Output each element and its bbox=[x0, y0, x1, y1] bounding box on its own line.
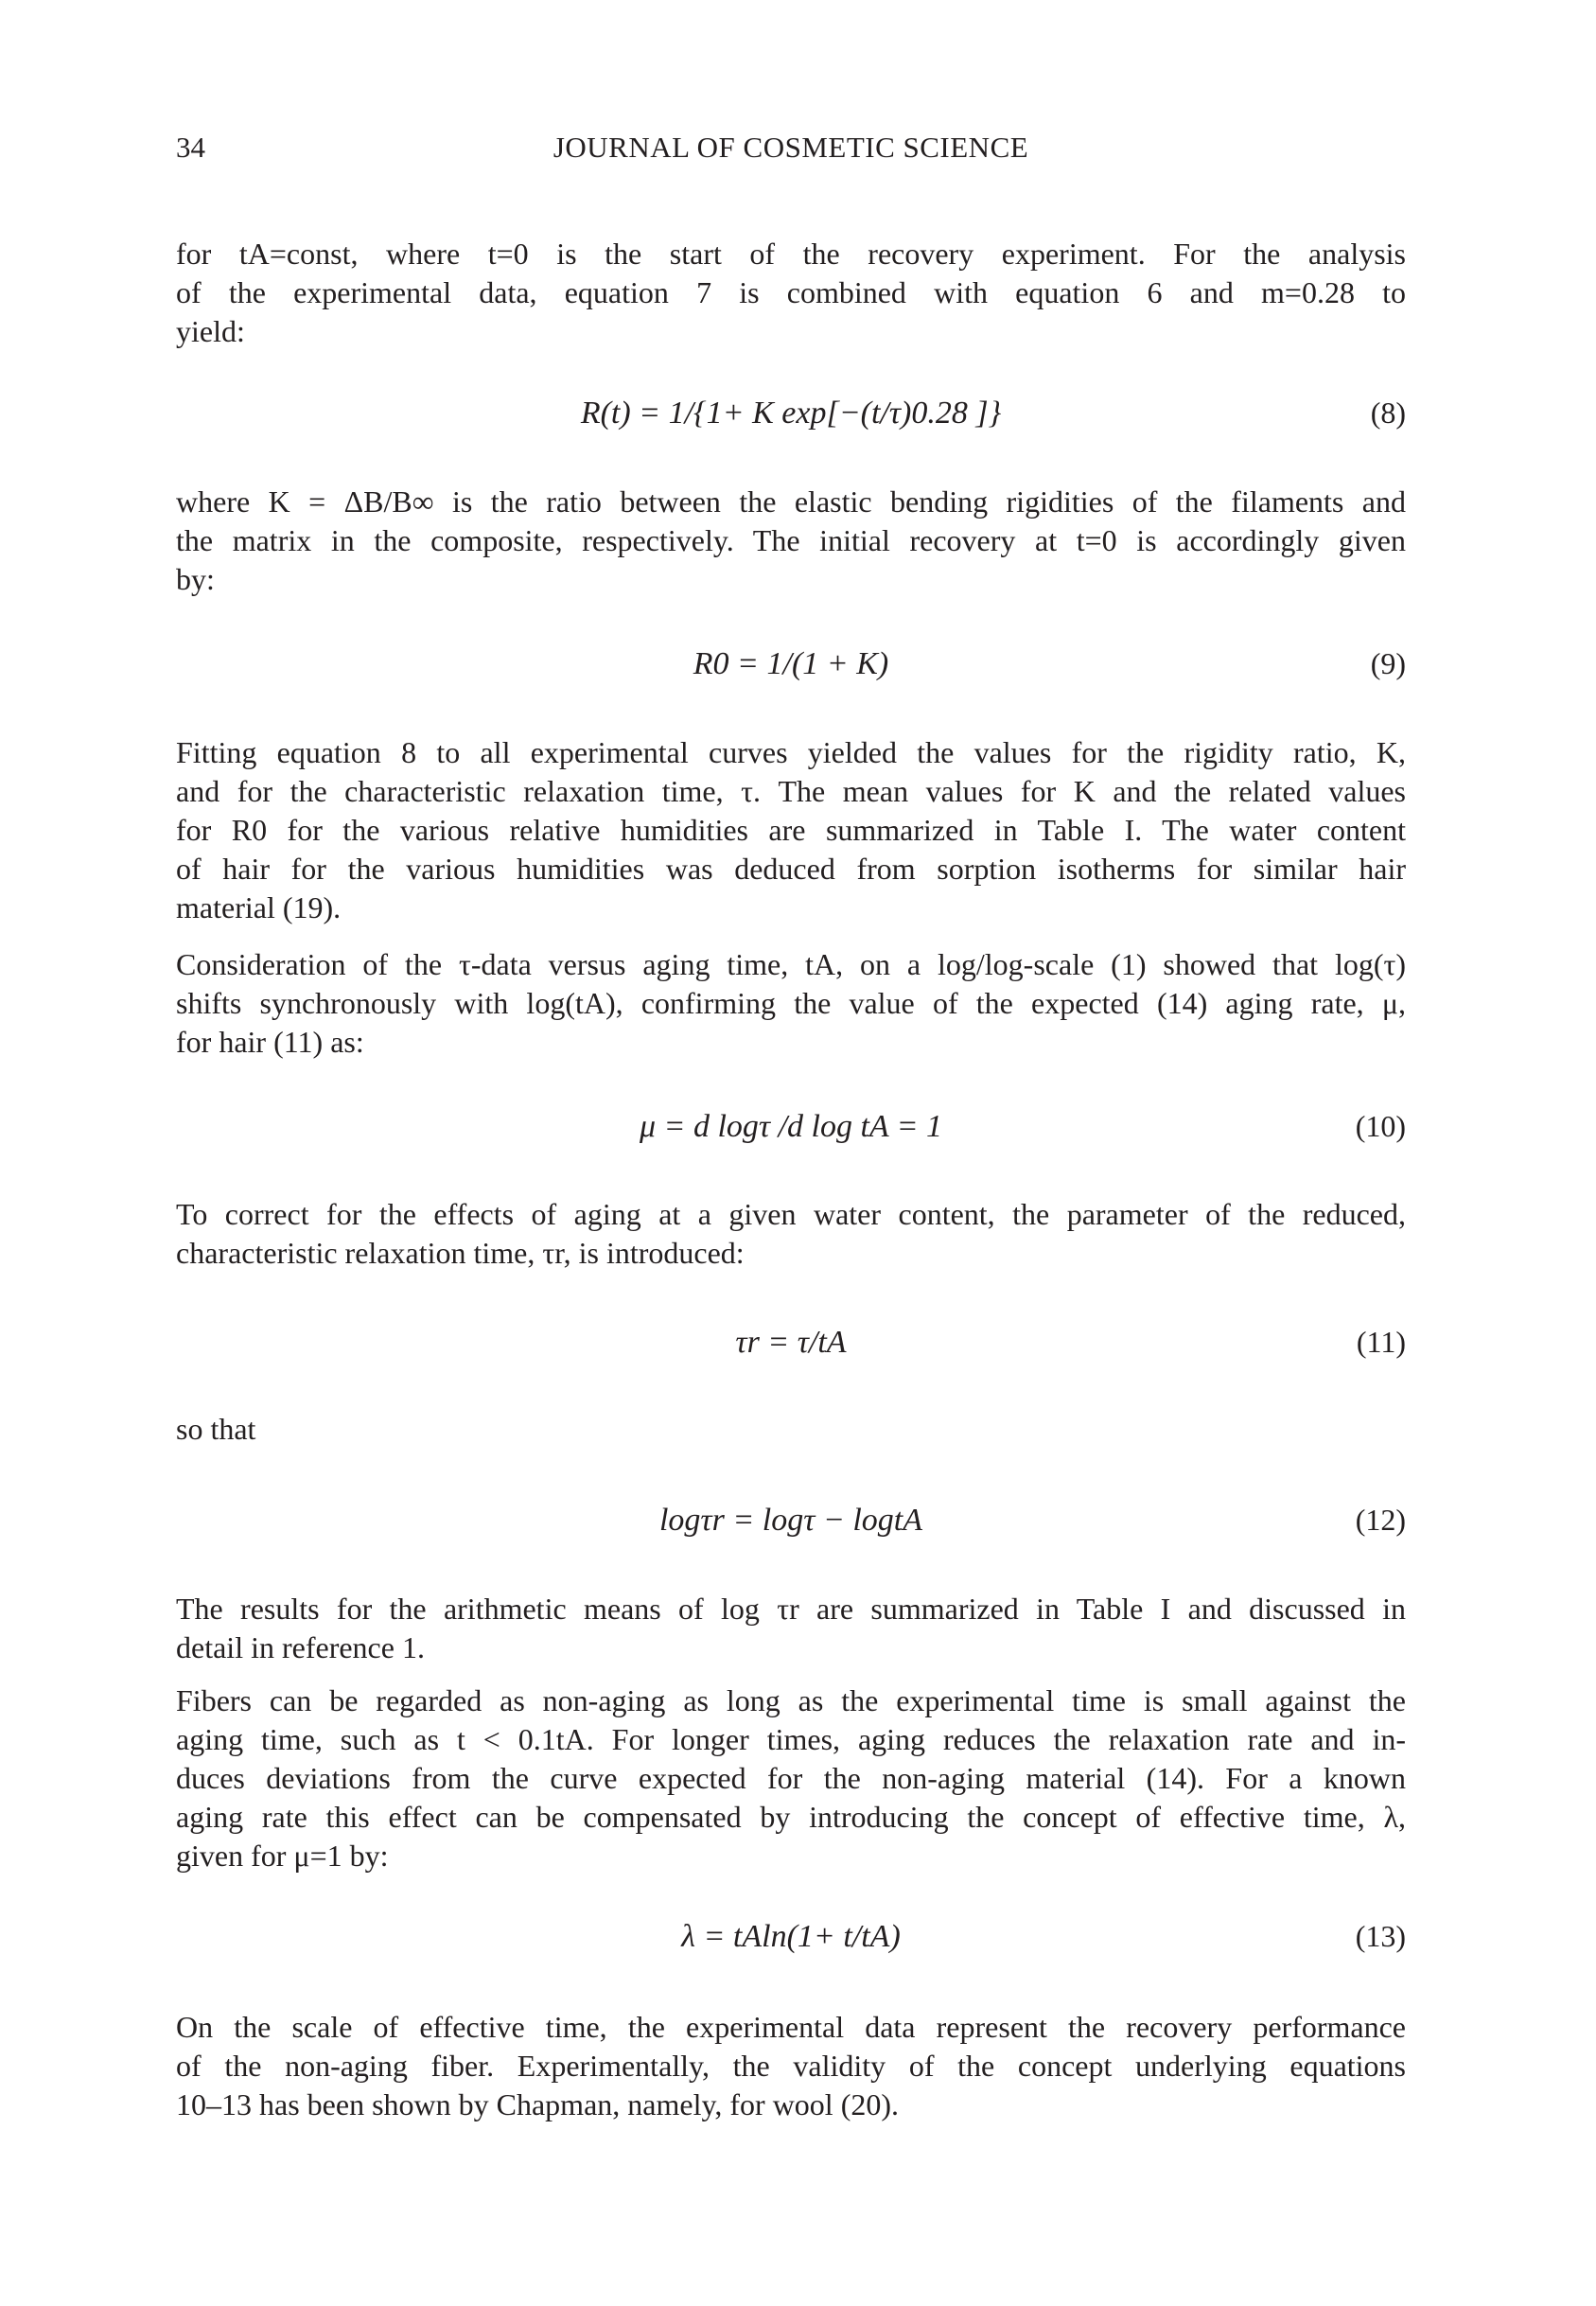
equation-10 bbox=[176, 1109, 1406, 1162]
paragraph-2 bbox=[176, 483, 1406, 599]
text-line: To correct for the effects of aging at a given water content, the parameter of the reduced, bbox=[176, 1197, 1406, 1231]
text-line: duces deviations from the curve expected for the non-aging material (14). For a known bbox=[176, 1761, 1406, 1795]
text-line: material (19). bbox=[176, 890, 342, 924]
page-number: 34 bbox=[176, 131, 205, 164]
equation-9 bbox=[176, 646, 1406, 699]
text-line: for hair (11) as: bbox=[176, 1025, 364, 1059]
equation-number: (10) bbox=[1355, 1109, 1406, 1143]
paragraph-8 bbox=[176, 1681, 1406, 1875]
equation-number: (8) bbox=[1370, 396, 1406, 430]
equation-12 bbox=[176, 1503, 1406, 1556]
equation-formula: R0 = 1/(1 + K) bbox=[693, 646, 889, 681]
paragraph-3 bbox=[176, 733, 1406, 927]
paragraph-5 bbox=[176, 1195, 1406, 1273]
text-line: the matrix in the composite, respectively. The initial recovery at t=0 is accordingly given bbox=[176, 523, 1406, 557]
text-line: of the non-aging fiber. Experimentally, the validity of the concept underlying equations bbox=[176, 2049, 1406, 2083]
text-line: for tA=const, where t=0 is the start of the recovery experiment. For the analysis bbox=[176, 237, 1406, 271]
text-line: and for the characteristic relaxation time, τ. The mean values for K and the related values bbox=[176, 774, 1406, 808]
text-line: aging time, such as t < 0.1tA. For longer times, aging reduces the relaxation rate and in- bbox=[176, 1722, 1406, 1756]
paragraph-1 bbox=[176, 235, 1406, 351]
equation-formula: λ = tAln(1+ t/tA) bbox=[681, 1919, 901, 1954]
journal-title: JOURNAL OF COSMETIC SCIENCE bbox=[552, 131, 1029, 164]
text-line: given for μ=1 by: bbox=[176, 1839, 389, 1873]
equation-formula: logτr = logτ − logtA bbox=[658, 1503, 922, 1538]
text-line: of the experimental data, equation 7 is combined with equation 6 and m=0.28 to bbox=[176, 275, 1406, 309]
text-line: The results for the arithmetic means of log τr are summarized in Table I and discussed in bbox=[176, 1592, 1406, 1626]
text-line: Fibers can be regarded as non-aging as long as the experimental time is small against the bbox=[176, 1683, 1406, 1717]
equation-13 bbox=[176, 1919, 1406, 1972]
equation-number: (12) bbox=[1355, 1503, 1406, 1537]
equation-8 bbox=[176, 396, 1406, 449]
equation-formula: R(t) = 1/{1+ K exp[−(t/τ)0.28 ]} bbox=[580, 396, 1002, 431]
paragraph-4 bbox=[176, 945, 1406, 1062]
text-line: 10–13 has been shown by Chapman, namely, for wool (20). bbox=[176, 2087, 899, 2121]
paragraph-6: so that bbox=[176, 1412, 256, 1446]
text-line: detail in reference 1. bbox=[176, 1630, 425, 1664]
equation-number: (9) bbox=[1370, 646, 1406, 680]
equation-number: (11) bbox=[1356, 1325, 1406, 1359]
text-line: for R0 for the various relative humidities are summarized in Table I. The water content bbox=[176, 813, 1406, 847]
text-line: On the scale of effective time, the experimental data represent the recovery performance bbox=[176, 2010, 1406, 2044]
text-line: by: bbox=[176, 562, 215, 596]
text-line: Consideration of the τ-data versus aging time, tA, on a log/log-scale (1) showed that log(τ) bbox=[176, 947, 1406, 981]
paragraph-9 bbox=[176, 2008, 1406, 2124]
text-line: shifts synchronously with log(tA), confirming the value of the expected (14) aging rate, μ, bbox=[176, 986, 1406, 1020]
text-line: where K = ΔB/B∞ is the ratio between the elastic bending rigidities of the filaments and bbox=[176, 484, 1406, 519]
text-line: characteristic relaxation time, τr, is introduced: bbox=[176, 1236, 745, 1270]
text-line: yield: bbox=[176, 314, 245, 348]
equation-11 bbox=[176, 1325, 1406, 1378]
equation-formula: μ = d logτ /d log tA = 1 bbox=[639, 1109, 943, 1144]
text-line: aging rate this effect can be compensated by introducing the concept of effective time, λ, bbox=[176, 1800, 1406, 1834]
running-header bbox=[176, 131, 1406, 172]
text-line: of hair for the various humidities was deduced from sorption isotherms for similar hair bbox=[176, 852, 1406, 886]
paragraph-7 bbox=[176, 1590, 1406, 1667]
text-line: Fitting equation 8 to all experimental curves yielded the values for the rigidity ratio, K, bbox=[176, 735, 1406, 769]
equation-number: (13) bbox=[1355, 1919, 1406, 1953]
equation-formula: τr = τ/tA bbox=[735, 1325, 847, 1360]
